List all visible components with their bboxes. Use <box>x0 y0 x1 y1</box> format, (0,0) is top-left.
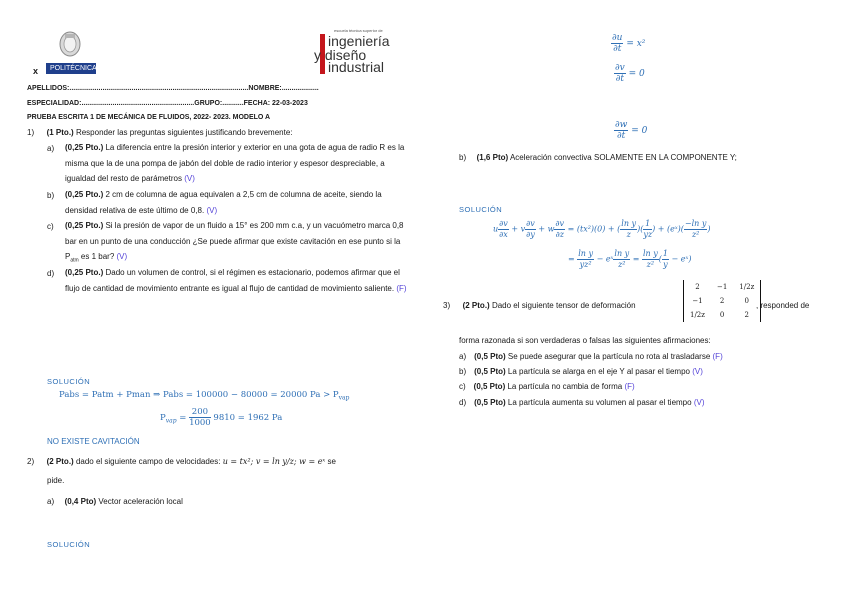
q1-equation-pabs: Pabs = Patm + Pman ⇒ Pabs = 100000 − 80000 = 20000 $Pa > P_{vap}$ <box>59 390 350 402</box>
especialidad-field: ESPECIALIDAD:..........................................................GRUPO:...........FECHA: 22-03-2023 <box>27 100 308 107</box>
q1-points: (1 Pto.) <box>46 128 74 137</box>
upm-label: POLITÉCNICA <box>50 65 97 72</box>
q1c-answer: (V) <box>116 252 128 261</box>
q2b-solucion-label: SOLUCIÓN <box>459 205 503 214</box>
q3c-item: c) (0,5 Pto) La partícula no cambia de forma (F) <box>459 382 635 391</box>
q1b-letter: b) <box>47 191 55 200</box>
du-dt-equation: $\frac{\partial u}{\partial t}$ = x² <box>612 33 646 54</box>
etsidi-word-industrial: industrial <box>328 59 385 75</box>
etsidi-small-text: escuela técnica superior de <box>334 28 383 33</box>
q3b-answer: (V) <box>692 367 703 376</box>
q1-title: Responder las preguntas siguientes justificando brevemente: <box>75 128 293 137</box>
q2-heading-line2: pide. <box>47 476 65 485</box>
q3-heading-after: , responded de <box>756 301 810 310</box>
etsidi-word-diseno: y diseño <box>314 47 367 63</box>
q1-number: 1) <box>27 128 35 137</box>
q1d-letter: d) <box>47 269 55 278</box>
q3d-item: d) (0,5 Pto) La partícula aumenta su volumen al pasar el tiempo (V) <box>459 398 705 407</box>
q1-heading <box>27 127 293 138</box>
q3-heading: 3) (2 Pto.) Dado el siguiente tensor de deformación <box>443 301 636 310</box>
q1-solucion-label: SOLUCIÓN <box>47 377 91 386</box>
convective-acceleration-line2: = $\frac{\text{ln y}}{\text{yz²}}$ − eˣ $\frac{\text{ln y}}{\text{z²}}$ = $\frac{\text{ln y}}{\text{z²}}$ ( $\frac{1}{y}$ − eˣ) <box>568 249 692 269</box>
prueba-title: PRUEBA ESCRITA 1 DE MECÁNICA DE FLUIDOS, 2022- 2023. MODELO A <box>27 114 271 121</box>
q1a-letter: a) <box>47 144 55 153</box>
apellidos-field: APELLIDOS:............................................................................................NOMBRE:................... <box>27 85 319 92</box>
convective-acceleration-line1: u $\frac{\partial v}{\partial x}$ + v $\frac{\partial v}{\partial y}$ + w $\frac{\partial v}{\partial z}$ = (tx²)(0) + ( $\frac{\text{ln y}}{z}$ )( $\frac{1}{yz}$ ) + (eˣ)( $\frac{\text{−ln y}}{\text{z²}}$ ) <box>493 219 711 239</box>
q3c-answer: (F) <box>624 382 635 391</box>
etsidi-logo <box>312 28 402 76</box>
q3b-item: b) (0,5 Pto) La partícula se alarga en el eje Y al pasar el tiempo (V) <box>459 367 703 376</box>
q1-conclusion: NO EXISTE CAVITACIÓN <box>47 437 140 446</box>
q3a-answer: (F) <box>712 352 723 361</box>
q2a-solucion-label: SOLUCIÓN <box>47 540 91 549</box>
q1a-answer: (V) <box>184 174 195 183</box>
q1b-answer: (V) <box>206 205 218 215</box>
q1c-letter: c) <box>47 222 54 231</box>
q1b-text: (0,25 Pto.) 2 cm de columna de agua equivalen a 2,5 cm de columna de aceite, siendo la densidad relativa de este último de 0,8. (V) <box>65 190 382 215</box>
dw-dt-equation: $\frac{\partial w}{\partial t}$ = 0 <box>615 120 648 141</box>
q1d-text: (0,25 Pto.) Dado un volumen de control, si el régimen es estacionario, podemos afirmar que el flujo de cantidad de movimiento entrante es igual al flujo de cantidad de movimiento saliente. (F) <box>65 268 407 293</box>
dv-dt-equation: $\frac{\partial v}{\partial t}$ = 0 <box>615 63 645 84</box>
q2b-item: b) (1,6 Pto) Aceleración convectiva SOLAMENTE EN LA COMPONENTE Y; <box>459 153 737 162</box>
q2-heading: 2) (2 Pto.) dado el siguiente campo de velocidades: u = tx²; v = ln y/z; w = eˣ se <box>27 457 336 466</box>
q3-heading-line2: forma razonada si son verdaderas o falsas las siguientes afirmaciones: <box>459 336 711 345</box>
q2-velocity-field: u = tx²; v = ln y/z; w = eˣ <box>222 457 326 466</box>
etsidi-word-ingenieria: ingeniería <box>328 33 390 49</box>
upm-logo <box>46 30 96 76</box>
deformation-tensor-matrix: 2 −1 1/2z −1 2 0 1/2z 0 2 <box>683 280 761 322</box>
q1c-text: (0,25 Pto.) Si la presión de vapor de un fluido a 15° es 200 mm c.a, y un vacuómetro marca 0,8 bar en un punto de una conducción ¿Se puede afirmar que existe cavitación en ese punto si la $P_{atm}$ es 1 bar? (V) <box>65 221 404 264</box>
x-mark: x <box>33 66 39 76</box>
q1a-text: (0,25 Pto.) La diferencia entre la presión interior y exterior en una gota de agua de radio R es la misma que la de una pompa de jabón del doble de radio interior y espesor despreciable, a igualdad del resto de parámetros (V) <box>65 143 405 183</box>
q3d-answer: (V) <box>693 398 705 407</box>
q1-equation-pvap: $P_{vap}$ = $\frac{200}{1000}$ 9810 = 1962 Pa <box>160 407 283 428</box>
q1d-answer: (F) <box>396 283 407 293</box>
q2a-item: a) (0,4 Pto) Vector aceleración local <box>47 497 183 506</box>
q3a-item: a) (0,5 Pto) Se puede asegurar que la partícula no rota al trasladarse (F) <box>459 352 723 361</box>
